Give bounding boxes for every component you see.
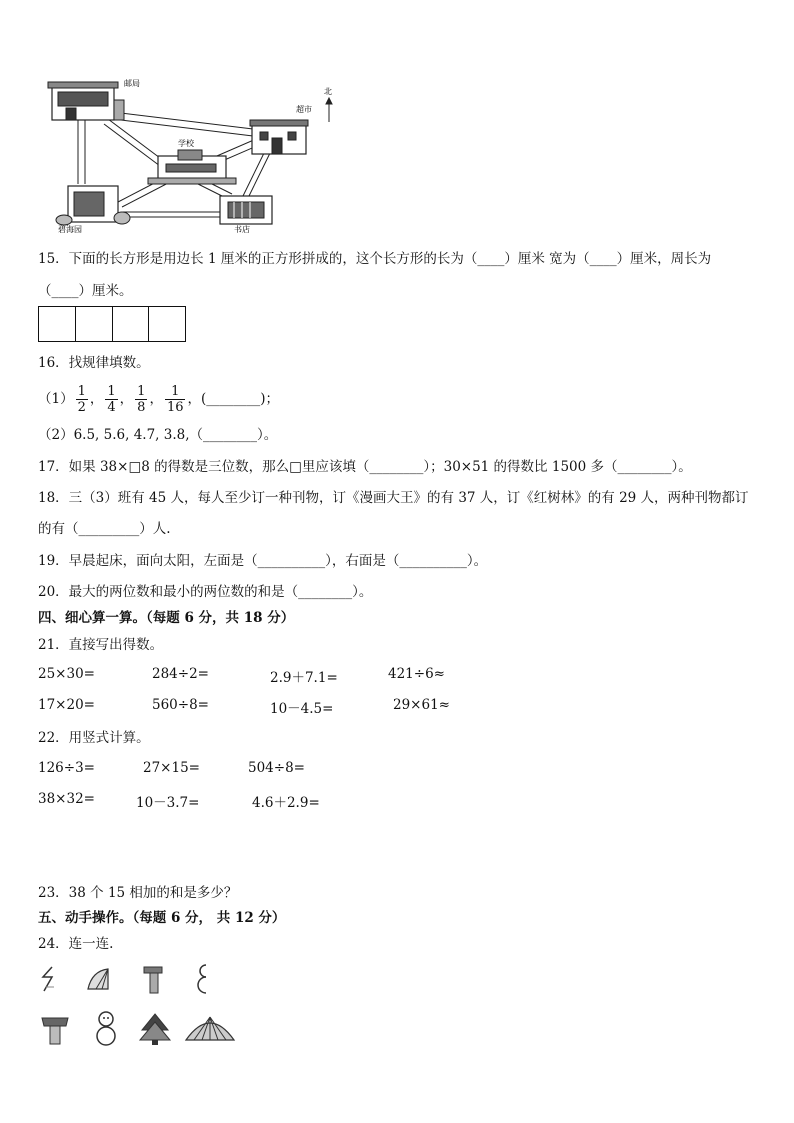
question-16-part2: （2）6.5, 5.6, 4.7, 3.8,（________）。 <box>38 427 278 443</box>
post-office-icon <box>48 82 124 120</box>
calc-item: 504÷8= <box>248 760 305 776</box>
calc-item: 10－4.5= <box>270 701 334 717</box>
question-16-title: 16．找规律填数。 <box>38 355 150 371</box>
question-18-line2: 的有（_________）人. <box>38 521 171 537</box>
bookstore-label: 书店 <box>234 225 250 234</box>
question-17: 17．如果 38×□8 的得数是三位数，那么□里应该填（________）；30×51 的得数比 1500 多（________）。 <box>38 459 692 475</box>
calc-item: 126÷3= <box>38 760 95 776</box>
north-label: 北 <box>324 87 332 96</box>
question-21-title: 21．直接写出得数。 <box>38 637 164 653</box>
calc-item: 4.6＋2.9= <box>252 795 320 811</box>
half-pavilion-icon[interactable] <box>142 965 164 995</box>
snowman-icon[interactable] <box>94 1010 118 1048</box>
calc-item: 25×30= <box>38 666 95 682</box>
unit-square <box>149 307 185 341</box>
pavilion-icon[interactable] <box>40 1012 70 1046</box>
fraction: $\frac{1}{8}$ <box>137 384 146 415</box>
calc-item: 29×61≈ <box>393 697 450 713</box>
calc-item: 17×20= <box>38 697 95 713</box>
umbrella-icon[interactable] <box>184 1014 236 1044</box>
question-20: 20．最大的两位数和最小的两位数的和是（________）。 <box>38 584 373 600</box>
school-icon <box>148 150 236 184</box>
part1-suffix: ，(________)； <box>187 391 280 407</box>
unit-square <box>113 307 150 341</box>
calc-item: 2.9＋7.1= <box>270 670 338 686</box>
school-label: 学校 <box>178 139 194 148</box>
calc-item: 560÷8= <box>152 697 209 713</box>
bookstore-icon <box>220 196 272 224</box>
garden-label: 碧海园 <box>58 225 82 234</box>
tree-icon[interactable] <box>138 1012 172 1046</box>
fraction: $\frac{1}{4}$ <box>107 384 116 415</box>
question-23: 23．38 个 15 相加的和是多少？ <box>38 885 238 901</box>
fraction: $\frac{1}{2}$ <box>77 384 86 415</box>
fraction: $\frac{1}{16}$ <box>166 384 184 415</box>
calc-item: 421÷6≈ <box>388 666 445 682</box>
calc-item: 38×32= <box>38 791 95 807</box>
map-diagram <box>38 74 338 234</box>
section-5-heading: 五、动手操作。（每题 6 分， 共 12 分） <box>38 910 286 926</box>
calc-item: 284÷2= <box>152 666 209 682</box>
half-figure-icon[interactable] <box>38 965 60 993</box>
question-22-title: 22．用竖式计算。 <box>38 730 150 746</box>
supermarket-icon <box>250 120 308 154</box>
question-16-part1: （1） $\frac{1}{2}$ ， $\frac{1}{4}$ ， $\frac{1}{8}$ ， $\frac{1}{16}$ ，(________)； <box>38 384 280 415</box>
garden-building-icon <box>56 186 130 225</box>
rectangle-of-squares <box>38 306 186 342</box>
question-18-line1: 18．三（3）班有 45 人，每人至少订一种刊物，订《漫画大王》的有 37 人，订《红树林》的有 29 人，两种刊物都订 <box>38 490 749 506</box>
question-15-line1: 15．下面的长方形是用边长 1 厘米的正方形拼成的，这个长方形的长为（____）厘米 宽为（____）厘米，周长为 <box>38 251 712 267</box>
question-15-line2: （____）厘米。 <box>38 283 133 299</box>
calc-item: 10－3.7= <box>136 795 200 811</box>
question-24: 24．连一连. <box>38 936 114 952</box>
unit-square <box>39 307 76 341</box>
question-19: 19．早晨起床，面向太阳，左面是（__________），右面是（__________）。 <box>38 553 488 569</box>
half-snowman-icon[interactable] <box>194 963 210 995</box>
half-umbrella-icon[interactable] <box>86 965 112 993</box>
calc-item: 27×15= <box>143 760 200 776</box>
supermarket-label: 超市 <box>296 105 312 114</box>
section-4-heading: 四、细心算一算。（每题 6 分，共 18 分） <box>38 610 295 626</box>
north-arrow-icon <box>326 98 332 122</box>
post-office-label: 邮局 <box>124 79 140 88</box>
unit-square <box>76 307 113 341</box>
part1-prefix: （1） <box>38 391 74 407</box>
